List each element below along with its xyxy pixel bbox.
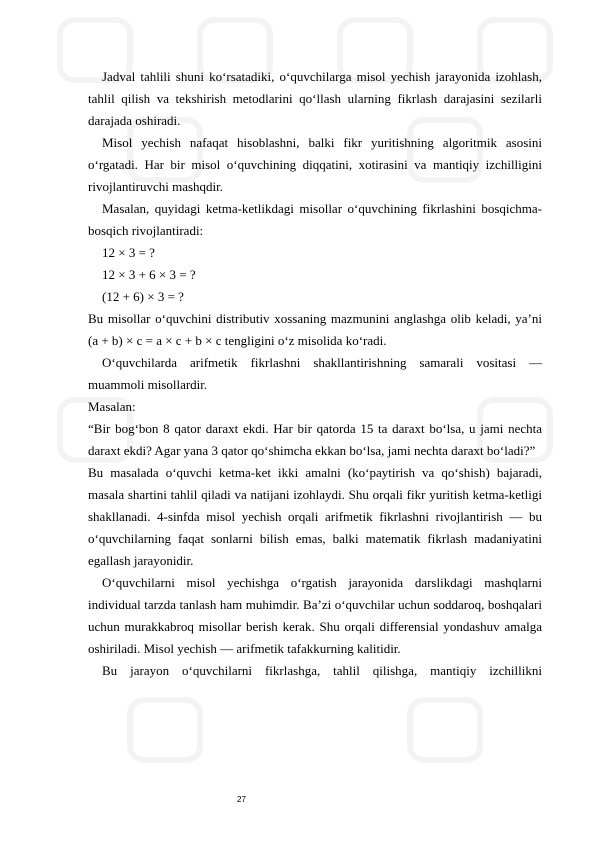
paragraph-word-problem: “Bir bog‘bon 8 qator daraxt ekdi. Har bir qatorda 15 ta daraxt bo‘lsa, u jami nechta daraxt ekdi? Agar yana 3 qator qo‘shimcha ekkan bo‘lsa, jami nechta daraxt bo‘ladi?” — [88, 421, 542, 458]
paragraph-distributive-property: Bu misollar o‘quvchini distributiv xossaning mazmunini anglashga olib keladi, ya’ni (a + b) × c = a × c + b × c tengligini o‘z misolida ko‘radi. — [88, 311, 542, 348]
paragraph-closing-fragment: Bu jarayon o‘quvchilarni fikrlashga, tahlil qilishga, mantiqiy izchillikni — [102, 663, 542, 678]
page-body — [88, 66, 542, 682]
page-number: 27 — [237, 795, 246, 804]
equation-line: (12 + 6) × 3 = ? — [102, 289, 184, 304]
paragraph-problem-examples: O‘quvchilarda arifmetik fikrlashni shakllantirishning samarali vositasi — muammoli misollardir. — [88, 355, 542, 392]
paragraph-masalan-label: Masalan: — [88, 399, 136, 414]
paragraph-differentiated-approach: O‘quvchilarni misol yechishga o‘rgatish jarayonida darslikdagi mashqlarni individual tarzda tanlash ham muhimdir. Ba’zi o‘quvchilar uchun soddaroq, boshqalari uchun murakkabroq misollar berish kerak. Shu orqali differensial yondashuv amalga oshiriladi. Misol yechish — arifmetik tafakkurning kalitidir. — [88, 575, 542, 656]
equation-line: 12 × 3 + 6 × 3 = ? — [102, 267, 196, 282]
equation-line: 12 × 3 = ? — [102, 245, 155, 260]
paragraph-problem-analysis: Bu masalada o‘quvchi ketma-ket ikki amalni (ko‘paytirish va qo‘shish) bajaradi, masala shartini tahlil qiladi va natijani izohlaydi. Shu orqali fikr yuritish ketma-ketligi shakllanadi. 4-sinfda misol yechish orqali arifmetik fikrlashni rivojlantirish — bu o‘quvchilarning faqat sonlarni bilish emas, balki matematik fikrlash madaniyatini egallash jarayonidir. — [88, 465, 542, 568]
paragraph-algorithmic-basis: Misol yechish nafaqat hisoblashni, balki fikr yuritishning algoritmik asosini o‘rgatadi. Har bir misol o‘quvchining diqqatini, xotirasini va mantiqiy izchilligini rivojlantiruvchi mashqdir. — [88, 135, 542, 194]
paragraph-example-intro: Masalan, quyidagi ketma-ketlikdagi misollar o‘quvchining fikrlashini bosqichma-bosqich rivojlantiradi: — [88, 201, 542, 238]
paragraph-table-analysis: Jadval tahlili shuni ko‘rsatadiki, o‘quvchilarga misol yechish jarayonida izohlash, tahlil qilish va tekshirish metodlarini qo‘llash ularning fikrlash darajasini sezilarli darajada oshiradi. — [88, 69, 542, 128]
